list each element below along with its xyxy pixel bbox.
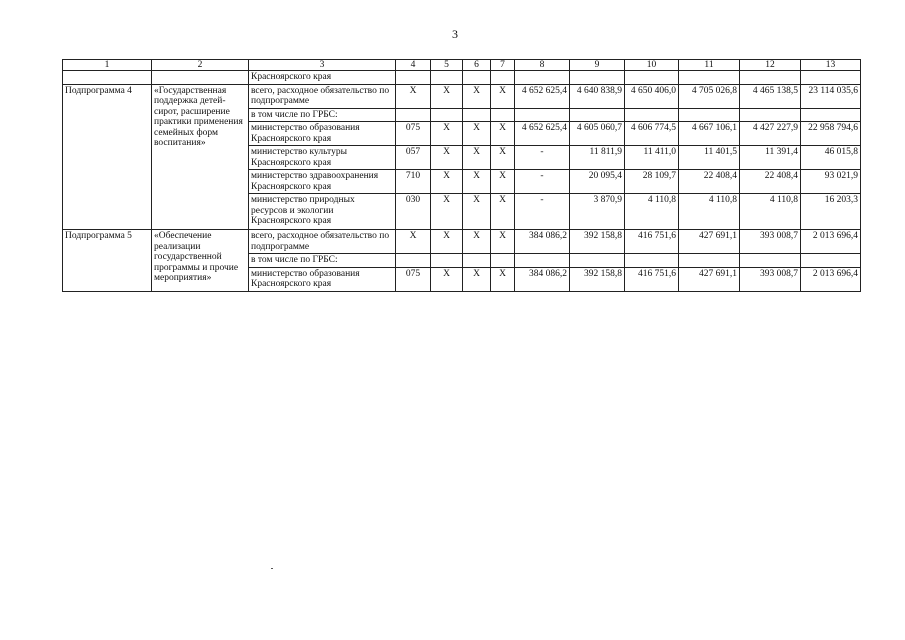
table-cell: министерство культуры Красноярского края (249, 146, 396, 170)
budget-table (62, 59, 861, 292)
table-cell: министерство образования Красноярского края (249, 122, 396, 146)
scan-speck (271, 568, 273, 569)
table-cell: Х (491, 194, 515, 230)
table-cell: министерство природных ресурсов и экологии Красноярского края (249, 194, 396, 230)
table-cell: 11 401,5 (679, 146, 740, 170)
table-cell: 3 870,9 (570, 194, 625, 230)
table-cell: в том числе по ГРБС: (249, 108, 396, 122)
table-cell: Х (431, 122, 463, 146)
table-cell: 384 086,2 (515, 267, 570, 291)
table-cell: 427 691,1 (679, 267, 740, 291)
table-cell: всего, расходное обязательство по подпрограмме (249, 230, 396, 254)
table-cell: 20 095,4 (570, 170, 625, 194)
table-cell: 4 640 838,9 (570, 84, 625, 108)
table-cell: Х (463, 146, 491, 170)
subprogram-title: «Обеспечение реализации государственной программы и прочие мероприятия» (152, 230, 249, 292)
table-cell: в том числе по ГРБС: (249, 254, 396, 268)
table-cell: - (515, 170, 570, 194)
table-cell: 4 650 406,0 (625, 84, 679, 108)
col-header: 13 (801, 60, 861, 71)
header-row (63, 60, 861, 71)
table-cell: - (515, 146, 570, 170)
table-cell: Х (431, 170, 463, 194)
table-cell: 427 691,1 (679, 230, 740, 254)
table-cell: 22 958 794,6 (801, 122, 861, 146)
table-cell: 393 008,7 (740, 267, 801, 291)
table-cell: 4 667 106,1 (679, 122, 740, 146)
col-header: 2 (152, 60, 249, 71)
table-cell: Х (396, 84, 431, 108)
table-row (63, 84, 861, 108)
continuation-row (63, 71, 861, 85)
table-cell: 46 015,8 (801, 146, 861, 170)
table-cell: Х (463, 84, 491, 108)
table-cell: Х (431, 146, 463, 170)
table-cell: 11 391,4 (740, 146, 801, 170)
table-cell: Х (396, 230, 431, 254)
col-header: 1 (63, 60, 152, 71)
table-cell: 22 408,4 (740, 170, 801, 194)
table-cell: - (515, 194, 570, 230)
table-cell: 4 652 625,4 (515, 122, 570, 146)
table-cell: Х (431, 230, 463, 254)
page-number: 3 (452, 27, 458, 41)
col-header: 6 (463, 60, 491, 71)
table-cell: Х (431, 84, 463, 108)
table-cell: 28 109,7 (625, 170, 679, 194)
table-cell: Х (491, 84, 515, 108)
table-cell: 4 110,8 (679, 194, 740, 230)
col-header: 8 (515, 60, 570, 71)
table-cell: Х (463, 267, 491, 291)
table-cell: 710 (396, 170, 431, 194)
table-cell: 11 811,9 (570, 146, 625, 170)
table-cell: 392 158,8 (570, 267, 625, 291)
col-header: 11 (679, 60, 740, 71)
table-cell: 392 158,8 (570, 230, 625, 254)
table-cell: 4 652 625,4 (515, 84, 570, 108)
table-cell: Х (491, 267, 515, 291)
col-header: 9 (570, 60, 625, 71)
subprogram-title: «Государственная поддержка детей-сирот, расширение практики применения семейных форм воспитания» (152, 84, 249, 230)
table-cell: 23 114 035,6 (801, 84, 861, 108)
table-cell: 2 013 696,4 (801, 267, 861, 291)
table-cell: всего, расходное обязательство по подпрограмме (249, 84, 396, 108)
table-cell: 057 (396, 146, 431, 170)
table-cell: 4 110,8 (625, 194, 679, 230)
table-cell: 4 606 774,5 (625, 122, 679, 146)
table-cell: 2 013 696,4 (801, 230, 861, 254)
table-cell: 030 (396, 194, 431, 230)
table-cell: 4 605 060,7 (570, 122, 625, 146)
table-cell: министерство здравоохранения Красноярского края (249, 170, 396, 194)
col-header: 5 (431, 60, 463, 71)
table-cell: Х (463, 122, 491, 146)
col-header: 7 (491, 60, 515, 71)
table-cell: 416 751,6 (625, 267, 679, 291)
table-cell: Х (463, 170, 491, 194)
table-cell: 16 203,3 (801, 194, 861, 230)
table-cell: Х (463, 230, 491, 254)
table-cell: Х (491, 230, 515, 254)
table-cell: 075 (396, 267, 431, 291)
table-cell: министерство образования Красноярского края (249, 267, 396, 291)
table-cell: 93 021,9 (801, 170, 861, 194)
subprogram-label: Подпрограмма 5 (63, 230, 152, 292)
col-header: 3 (249, 60, 396, 71)
col-header: 10 (625, 60, 679, 71)
table-cell: 416 751,6 (625, 230, 679, 254)
table-cell: 11 411,0 (625, 146, 679, 170)
table-cell: Х (491, 146, 515, 170)
table-cell: 393 008,7 (740, 230, 801, 254)
table-cell: 4 465 138,5 (740, 84, 801, 108)
table-row (63, 230, 861, 254)
table-cell: 4 705 026,8 (679, 84, 740, 108)
table-cell: Красноярского края (249, 71, 396, 85)
col-header: 4 (396, 60, 431, 71)
col-header: 12 (740, 60, 801, 71)
table-cell: 075 (396, 122, 431, 146)
table-cell: Х (431, 267, 463, 291)
table-cell: 22 408,4 (679, 170, 740, 194)
table-cell: 384 086,2 (515, 230, 570, 254)
table-cell: 4 110,8 (740, 194, 801, 230)
table-cell: Х (491, 170, 515, 194)
subprogram-label: Подпрограмма 4 (63, 84, 152, 230)
table-cell: Х (431, 194, 463, 230)
table-cell: Х (491, 122, 515, 146)
table-cell: 4 427 227,9 (740, 122, 801, 146)
table-cell: Х (463, 194, 491, 230)
